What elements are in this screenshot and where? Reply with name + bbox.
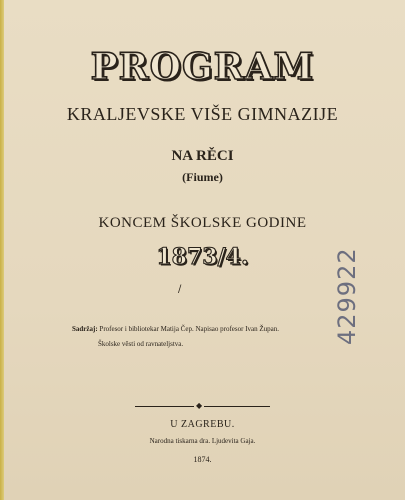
publication-year: 1874. (193, 455, 212, 464)
contents-line-1 (72, 322, 362, 337)
contents-label: Sadržaj: (72, 325, 98, 333)
school-year-label: KONCEM ŠKOLSKE GODINE (98, 215, 307, 231)
school-year: 1873/4. (156, 244, 249, 270)
contents-text-2: Školske věsti od ravnateljstva. (98, 340, 184, 348)
document-title: PROGRAM (90, 46, 315, 88)
contents-text-1: Profesor i bibliotekar Matija Čep. Napisao profesor Ivan Župan. (99, 325, 280, 333)
publisher-press: Narodna tiskarna dra. Ljudevita Gaja. (149, 437, 256, 445)
handwritten-catalog-number: 429922 (333, 247, 361, 345)
ornament-icon: ◆ (196, 401, 203, 410)
place-name: NA RĚCI (171, 148, 234, 164)
contents-block (72, 322, 362, 352)
document-subtitle: KRALJEVSKE VIŠE GIMNAZIJE (66, 104, 339, 124)
place-alt-name: (Fiume) (182, 170, 223, 184)
ornamental-rule (135, 401, 270, 410)
small-mark: / (178, 284, 182, 295)
publisher-city: U ZAGREBU. (170, 419, 235, 430)
